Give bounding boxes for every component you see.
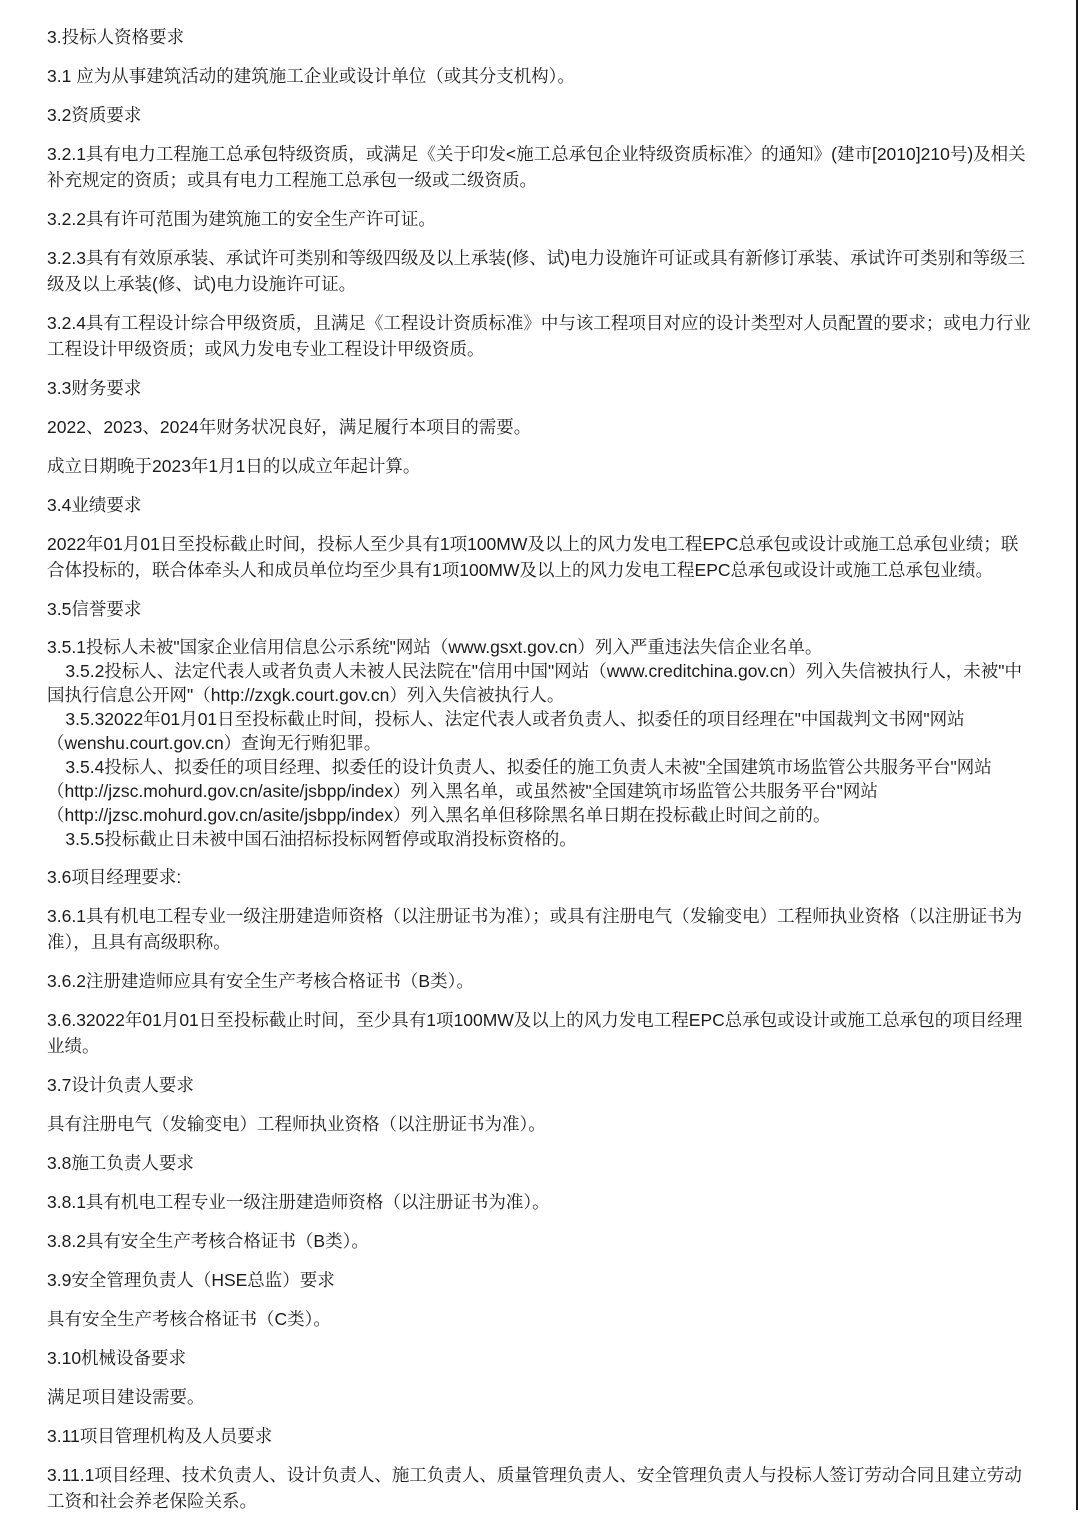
- clause-3-9-hse: 具有安全生产考核合格证书（C类）。: [47, 1309, 331, 1329]
- section-3-3-heading: 3.3财务要求: [47, 378, 142, 398]
- clause-3-3-founding-date: 成立日期晚于2023年1月1日的以成立年起计算。: [47, 456, 421, 476]
- section-3-6-heading: 3.6项目经理要求:: [47, 867, 182, 887]
- section-3-11-heading: 3.11项目管理机构及人员要求: [47, 1426, 273, 1446]
- clause-3-10-equipment: 满足项目建设需要。: [47, 1387, 205, 1407]
- section-3-4-heading: 3.4业绩要求: [47, 495, 142, 515]
- clause-3-2-1: 3.2.1具有电力工程施工总承包特级资质，或满足《关于印发<施工总承包企业特级资质标准〉的通知》(建市[2010]210号)及相关补充规定的资质；或具有电力工程施工总承包一级或二级资质。: [47, 144, 1026, 190]
- clause-3-8-1: 3.8.1具有机电工程专业一级注册建造师资格（以注册证书为准）。: [47, 1192, 550, 1212]
- section-3-8-heading: 3.8施工负责人要求: [47, 1153, 194, 1173]
- clause-3-8-2: 3.8.2具有安全生产考核合格证书（B类）。: [47, 1231, 369, 1251]
- clause-3-2-4: 3.2.4具有工程设计综合甲级资质，且满足《工程设计资质标准》中与该工程项目对应的设计类型对人员配置的要求；或电力行业工程设计甲级资质；或风力发电专业工程设计甲级资质。: [47, 313, 1031, 359]
- clause-3-6-2: 3.6.2注册建造师应具有安全生产考核合格证书（B类）。: [47, 971, 474, 991]
- clause-3-2-3: 3.2.3具有有效原承装、承试许可类别和等级四级及以上承装(修、试)电力设施许可证或具有新修订承装、承试许可类别和等级三级及以上承装(修、试)电力设施许可证。: [47, 248, 1026, 294]
- clause-3-4-performance: 2022年01月01日至投标截止时间，投标人至少具有1项100MW及以上的风力发电工程EPC总承包或设计或施工总承包业绩；联合体投标的，联合体牵头人和成员单位均至少具有1项100MW及以上的风力发电工程EPC总承包或设计或施工总承包业绩。: [47, 534, 1019, 580]
- section-3-10-heading: 3.10机械设备要求: [47, 1348, 187, 1368]
- clause-3-5-3: 3.5.32022年01月01日至投标截止时间，投标人、法定代表人或者负责人、拟委任的项目经理在"中国裁判文书网"网站（wenshu.court.gov.cn）查询无行贿犯罪。: [47, 709, 965, 753]
- clause-3-5-5: 3.5.5投标截止日未被中国石油招标投标网暂停或取消投标资格的。: [65, 829, 577, 849]
- clause-3-5-2: 3.5.2投标人、法定代表人或者负责人未被人民法院在"信用中国"网站（www.creditchina.gov.cn）列入失信被执行人，未被"中国执行信息公开网"（http://zxgk.court.gov.cn）列入失信被执行人。: [47, 661, 1022, 705]
- clause-3-5-4: 3.5.4投标人、拟委任的项目经理、拟委任的设计负责人、拟委任的施工负责人未被"全国建筑市场监管公共服务平台"网站（http://jzsc.mohurd.gov.cn/asite/jsbpp/index）列入黑名单，或虽然被"全国建筑市场监管公共服务平台"网站（http://jzsc.mohurd.gov.cn/asite/jsbpp/index）列入黑名单但移除黑名单日期在投标截止时间之前的。: [47, 757, 992, 825]
- page-edge-line: [1076, 0, 1078, 1510]
- clause-3-2-2: 3.2.2具有许可范围为建筑施工的安全生产许可证。: [47, 209, 436, 229]
- section-3-heading: 3.投标人资格要求: [47, 27, 185, 47]
- credit-requirements-block: [47, 635, 1032, 851]
- clause-3-1: 3.1 应为从事建筑活动的建筑施工企业或设计单位（或其分支机构）。: [47, 66, 575, 86]
- section-3-5-heading: 3.5信誉要求: [47, 599, 142, 619]
- section-3-7-heading: 3.7设计负责人要求: [47, 1075, 194, 1095]
- section-3-9-heading: 3.9安全管理负责人（HSE总监）要求: [47, 1270, 335, 1290]
- clause-3-7-designer: 具有注册电气（发输变电）工程师执业资格（以注册证书为准）。: [47, 1114, 546, 1134]
- section-3-2-heading: 3.2资质要求: [47, 105, 142, 125]
- clause-3-11-1: 3.11.1项目经理、技术负责人、设计负责人、施工负责人、质量管理负责人、安全管理负责人与投标人签订劳动合同且建立劳动工资和社会养老保险关系。: [47, 1465, 1022, 1511]
- clause-3-6-1: 3.6.1具有机电工程专业一级注册建造师资格（以注册证书为准）；或具有注册电气（发输变电）工程师执业资格（以注册证书为准），且具有高级职称。: [47, 906, 1023, 952]
- clause-3-5-1: 3.5.1投标人未被"国家企业信用信息公示系统"网站（www.gsxt.gov.cn）列入严重违法失信企业名单。: [47, 637, 823, 657]
- clause-3-3-finance: 2022、2023、2024年财务状况良好，满足履行本项目的需要。: [47, 417, 532, 437]
- clause-3-6-3: 3.6.32022年01月01日至投标截止时间，至少具有1项100MW及以上的风力发电工程EPC总承包或设计或施工总承包的项目经理业绩。: [47, 1010, 1023, 1056]
